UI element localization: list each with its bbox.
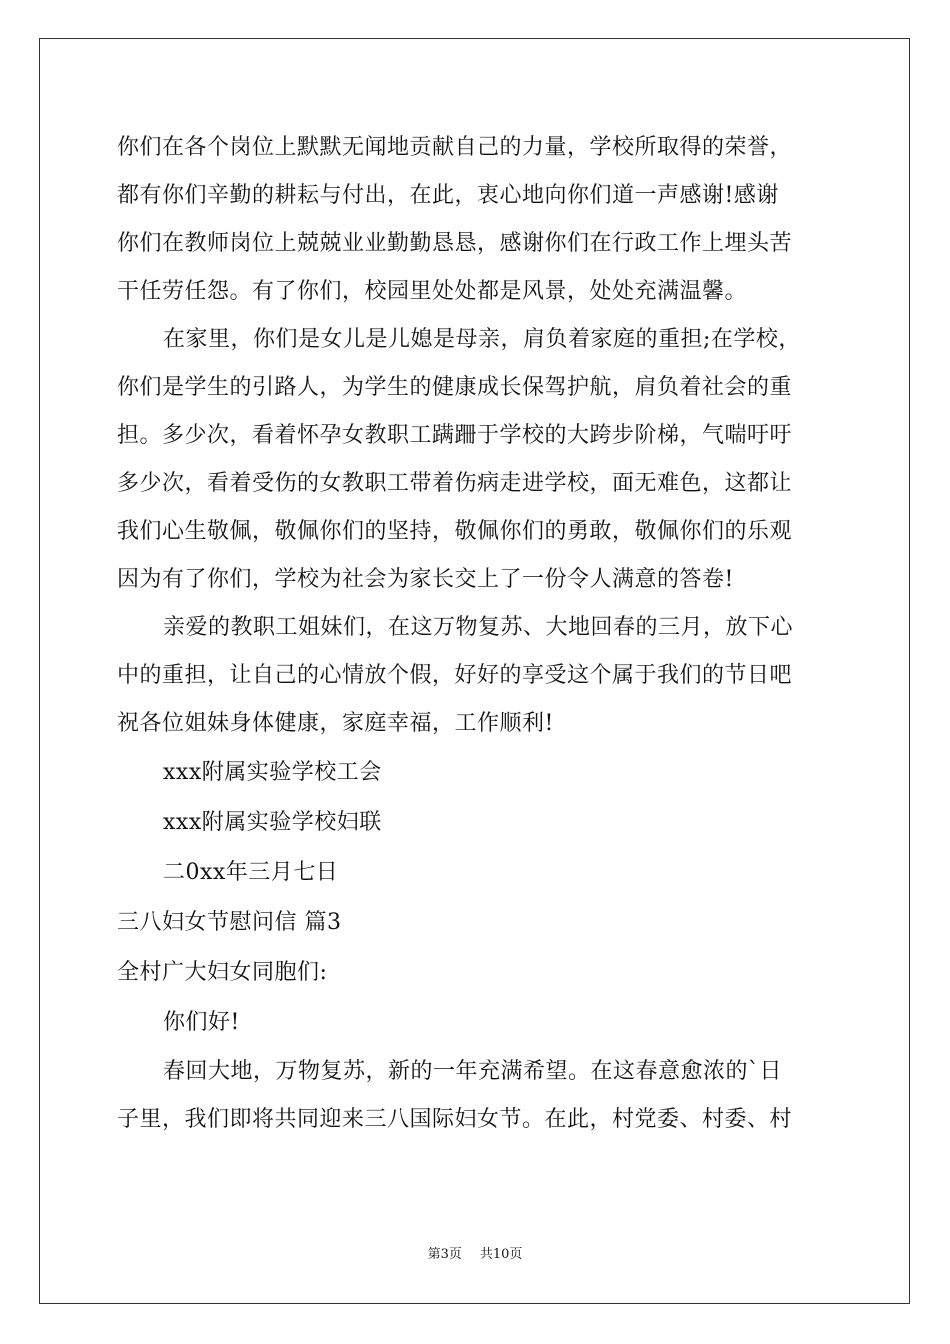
text-line: 子里，我们即将共同迎来三八国际妇女节。在此，村党委、村委、村 bbox=[117, 1107, 793, 1132]
paragraph-1 bbox=[117, 124, 847, 316]
text-line: 亲爱的教职工姐妹们，在这万物复苏、大地回春的三月，放下心 bbox=[163, 615, 794, 640]
text-line: 在家里，你们是女儿是儿媳是母亲，肩负着家庭的重担;在学校， bbox=[163, 327, 801, 352]
text-line: 你们在教师岗位上兢兢业业勤勤恳恳，感谢你们在行政工作上埋头苦 bbox=[117, 231, 793, 256]
text-line: 担。多少次，看着怀孕女教职工蹒跚于学校的大跨步阶梯，气喘吁吁 bbox=[117, 423, 793, 448]
text-line: 中的重担，让自己的心情放个假，好好的享受这个属于我们的节日吧 bbox=[117, 663, 793, 688]
signature-block bbox=[117, 748, 847, 898]
section-title: 三八妇女节慰问信 篇3 bbox=[117, 910, 342, 935]
text-line: 我们心生敬佩，敬佩你们的坚持，敬佩你们的勇敢，敬佩你们的乐观 bbox=[117, 519, 793, 544]
text-line: 春回大地，万物复苏，新的一年充满希望。在这春意愈浓的`日 bbox=[163, 1059, 783, 1084]
text-line: 干任劳任怨。有了你们，校园里处处都是风景，处处充满温馨。 bbox=[117, 279, 748, 304]
text-line: 都有你们辛勤的耕耘与付出，在此，衷心地向你们道一声感谢!感谢 bbox=[117, 183, 779, 208]
text-line: 多少次，看着受伤的女教职工带着伤病走进学校，面无难色，这都让 bbox=[117, 471, 793, 496]
page-number: 第3页 bbox=[427, 1247, 462, 1262]
text-line: 祝各位姐妹身体健康，家庭幸福，工作顺利! bbox=[117, 711, 554, 736]
signature-union: xxx附属实验学校工会 bbox=[163, 760, 382, 785]
greeting: 你们好! bbox=[163, 1010, 240, 1035]
text-line: 你们是学生的引路人，为学生的健康成长保驾护航，肩负着社会的重 bbox=[117, 375, 793, 400]
document-body bbox=[117, 124, 847, 1144]
salutation: 全村广大妇女同胞们: bbox=[117, 960, 328, 985]
paragraph-2 bbox=[117, 316, 847, 604]
text-line: 你们在各个岗位上默默无闻地贡献自己的力量，学校所取得的荣誉， bbox=[117, 135, 793, 160]
closing-paragraph bbox=[117, 1048, 847, 1144]
text-line: 因为有了你们，学校为社会为家长交上了一份令人满意的答卷! bbox=[117, 567, 734, 592]
page-footer bbox=[0, 1245, 950, 1265]
signature-federation: xxx附属实验学校妇联 bbox=[163, 810, 382, 835]
page-total: 共10页 bbox=[479, 1247, 523, 1262]
signature-date: 二0xx年三月七日 bbox=[163, 860, 339, 885]
paragraph-3 bbox=[117, 604, 847, 748]
